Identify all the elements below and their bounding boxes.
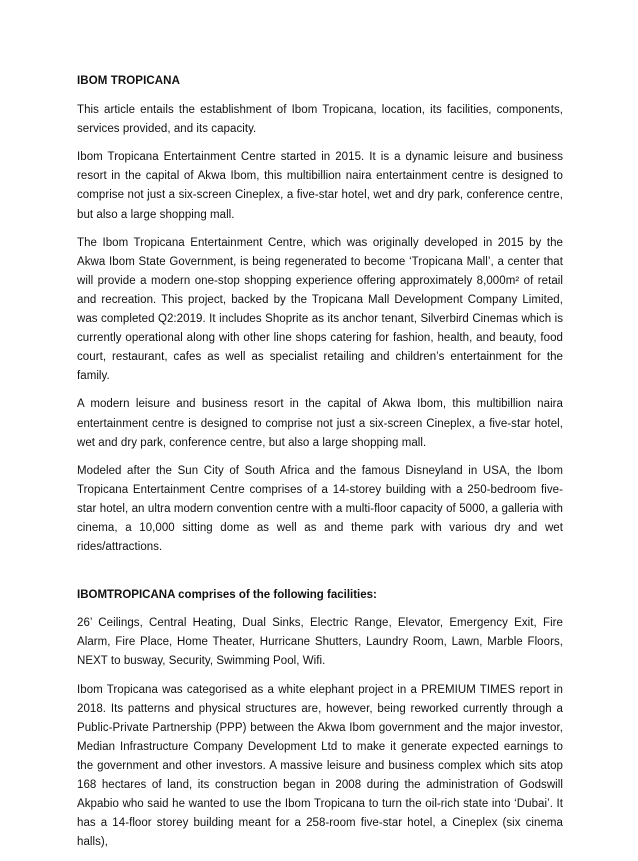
facilities-heading: IBOMTROPICANA comprises of the following facilities: [77, 589, 377, 602]
document-page [77, 72, 563, 861]
history-paragraph: Ibom Tropicana Entertainment Centre started in 2015. It is a dynamic leisure and business resort in the capital of Akwa Ibom, this multibillion naira entertainment centre is designed to comprise not just a six-screen Cineplex, a five-star hotel, wet and dry park, conference centre, but also a large shopping mall. [77, 151, 563, 221]
report-paragraph: Ibom Tropicana was categorised as a white elephant project in a PREMIUM TIMES report in 2018. Its patterns and physical structures are, however, being reworked currently through a Public-Private Partnership (PPP) between the Akwa Ibom government and the major investor, Median Infrastructure Company Development Ltd to make it generate expected earnings to the government and other investors. A massive leisure and business complex which sits atop 168 hectares of land, its construction began in 2008 during the administration of Godswill Akpabio who said he wanted to use the Ibom Tropicana to turn the oil-rich state into ‘Dubai’. It has a 14-floor storey building meant for a 258-room five-star hotel, a Cineplex (six cinema halls), [77, 683, 563, 849]
model-paragraph: Modeled after the Sun City of South Africa and the famous Disneyland in USA, the Ibom Tropicana Entertainment Centre comprises of a 14-storey building with a 250-bedroom five-star hotel, an ultra modern convention centre with a multi-floor capacity of 5000, a galleria with cinema, a 10,000 sitting dome as well as and theme park with various dry and wet rides/attractions. [77, 464, 563, 554]
regeneration-paragraph: The Ibom Tropicana Entertainment Centre, which was originally developed in 2015 by the Akwa Ibom State Government, is being regenerated to become ‘Tropicana Mall’, a center that will provide a modern one-stop shopping experience offering approximately 8,000m² of retail and recreation. This project, backed by the Tropicana Mall Development Company Limited, was completed Q2:2019. It includes Shoprite as its anchor tenant, Silverbird Cinemas which is currently operational along with other line shops catering for fashion, health, and beauty, food court, restaurant, cafes as well as specialist retailing and children’s entertainment for the family. [77, 236, 563, 383]
document-title: IBOM TROPICANA [77, 75, 180, 87]
section-spacer [77, 566, 563, 586]
facilities-list-paragraph: 26’ Ceilings, Central Heating, Dual Sinks, Electric Range, Elevator, Emergency Exit, Fire Alarm, Fire Place, Home Theater, Hurricane Shutters, Laundry Room, Lawn, Marble Floors, NEXT to busway, Security, Swimming Pool, Wifi. [77, 617, 563, 668]
resort-paragraph: A modern leisure and business resort in the capital of Akwa Ibom, this multibillion naira entertainment centre is designed to comprise not just a six-screen Cineplex, a five-star hotel, wet and dry park, conference centre, but also a large shopping mall. [77, 398, 563, 449]
intro-paragraph: This article entails the establishment of Ibom Tropicana, location, its facilities, components, services provided, and its capacity. [77, 104, 563, 136]
